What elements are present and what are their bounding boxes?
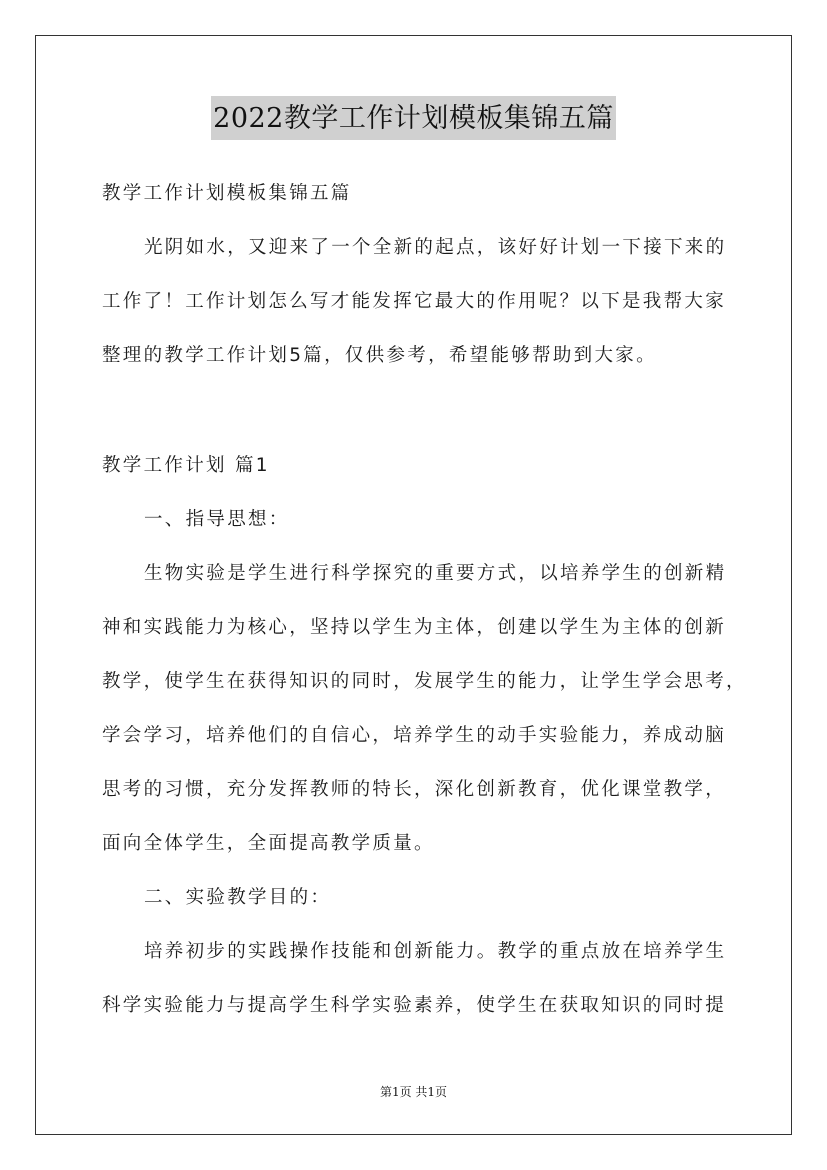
paragraph-line: 科学实验能力与提高学生科学实验素养，使学生在获取知识的同时提 [102,995,727,1016]
paragraph-line: 培养初步的实践操作技能和创新能力。教学的重点放在培养学生 [144,941,727,962]
paragraph-line: 神和实践能力为核心，坚持以学生为主体，创建以学生为主体的创新 [102,617,727,638]
paragraph-line: 生物实验是学生进行科学探究的重要方式，以培养学生的创新精 [144,563,727,584]
paragraph-line: 思考的习惯，充分发挥教师的特长，深化创新教育，优化课堂教学， [102,779,727,800]
paragraph-line: 整理的教学工作计划5篇，仅供参考，希望能够帮助到大家。 [102,345,657,366]
paragraph-line: 面向全体学生，全面提高教学质量。 [102,833,435,854]
document-title: 2022教学工作计划模板集锦五篇 [211,96,616,140]
page-footer: 第1页 共1页 [379,1085,448,1099]
paragraph-line: 教学，使学生在获得知识的同时，发展学生的能力，让学生学会思考， [102,671,747,692]
section-heading: 教学工作计划 篇1 [102,455,270,476]
subsection-heading: 一、指导思想： [144,509,290,530]
paragraph-line: 工作了！工作计划怎么写才能发挥它最大的作用呢？以下是我帮大家 [102,291,727,312]
paragraph-line: 学会学习，培养他们的自信心，培养学生的动手实验能力，养成动脑 [102,725,727,746]
title-container [0,96,827,140]
paragraph-line: 光阴如水，又迎来了一个全新的起点，该好好计划一下接下来的 [144,237,727,258]
subtitle-line: 教学工作计划模板集锦五篇 [102,183,352,204]
subsection-heading: 二、实验教学目的： [144,887,332,908]
